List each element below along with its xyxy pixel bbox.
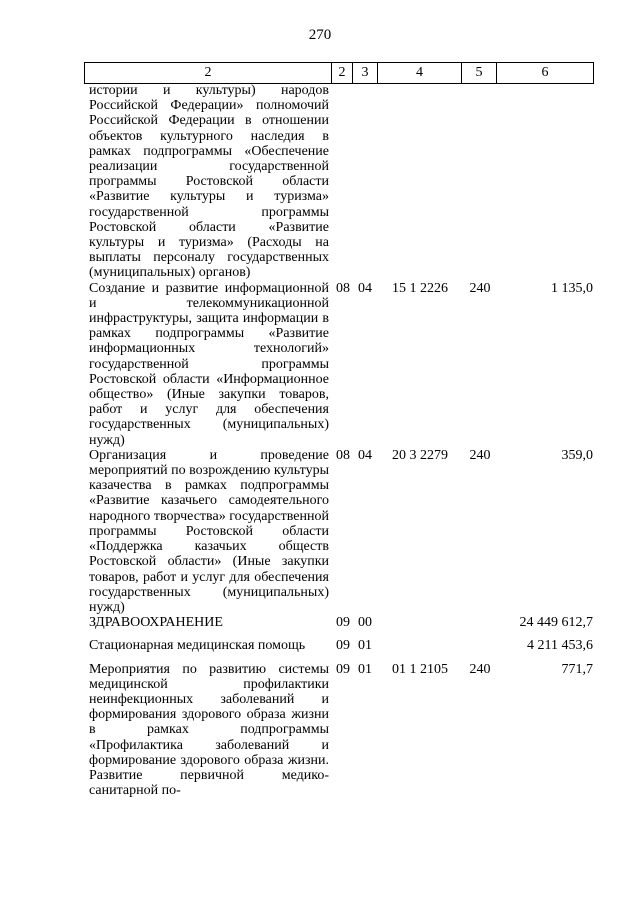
column-header-table xyxy=(84,62,594,84)
row-csr xyxy=(377,638,463,661)
row-vr xyxy=(463,615,497,638)
row-sum: 4 211 453,6 xyxy=(527,638,593,654)
row-sum: 359,0 xyxy=(561,447,593,463)
row-vr xyxy=(463,638,497,661)
column-header-row xyxy=(85,63,594,84)
row-pr: 04 xyxy=(358,280,372,296)
column-header-pr: 3 xyxy=(353,63,378,84)
row-name: Мероприятия по развитию системы медицинской профилактики неинфекционных заболеваний и формирования здорового образа жизни в рамках подпрограммы «Профилактика заболеваний и формирование здорового образа жизни. Развитие первичной медико-санитарной по- xyxy=(89,661,329,799)
page-number: 270 xyxy=(308,27,332,43)
row-pr: 04 xyxy=(358,447,372,463)
row-csr: 20 3 2279 xyxy=(392,447,448,463)
table-row xyxy=(84,615,598,638)
row-sum: 771,7 xyxy=(561,661,593,677)
row-pr: 01 xyxy=(358,638,372,654)
row-vr: 240 xyxy=(469,661,491,677)
row-pr: 01 xyxy=(358,661,372,677)
table-row xyxy=(84,83,598,281)
row-rz: 09 xyxy=(336,638,350,654)
row-csr xyxy=(377,83,463,281)
column-header-rz: 2 xyxy=(332,63,353,84)
row-name: Стационарная медицинская помощь xyxy=(89,638,306,654)
table-row xyxy=(84,662,598,799)
column-header-sum: 6 xyxy=(497,63,594,84)
column-header-csr: 4 xyxy=(378,63,462,84)
table-row xyxy=(84,448,598,615)
row-name: истории и культуры) народов Российской Федерации» полномочий Российской Федерации в отношении объектов культурного наследия в рамках подпрограммы «Обеспечение реализации государственной программы Ростовской области «Развитие культуры и туризма» государственной программы Ростовской области «Развитие культуры и туризма» (Расходы на выплаты персоналу государственных (муниципальных) органов) xyxy=(89,83,329,281)
column-header-name: 2 xyxy=(85,63,332,84)
table-row xyxy=(84,638,598,661)
budget-table xyxy=(84,83,598,798)
row-name: Создание и развитие информационной и телекоммуникационной инфраструктуры, защита информации в рамках подпрограммы «Развитие информационных технологий» государственной программы Ростовской области «Информационное общество» (Иные закупки товаров, работ и услуг для обеспечения государственных (муниципальных) нужд) xyxy=(89,280,329,448)
row-name: ЗДРАВООХРАНЕНИЕ xyxy=(89,615,223,631)
row-vr: 240 xyxy=(469,447,491,463)
row-rz xyxy=(333,83,353,281)
row-pr xyxy=(353,83,377,281)
row-sum: 1 135,0 xyxy=(551,280,593,296)
row-rz: 08 xyxy=(336,447,350,463)
row-name: Организация и проведение мероприятий по возрождению культуры казачества в рамках подпрограммы «Развитие казачьего самодеятельного народного творчества» государственной программы Ростовской области «Поддержка казачьих обществ Ростовской области» (Иные закупки товаров, работ и услуг для обеспечения государственных (муниципальных) нужд) xyxy=(89,447,329,615)
row-rz: 08 xyxy=(336,280,350,296)
row-sum xyxy=(497,83,598,281)
column-header-vr: 5 xyxy=(462,63,497,84)
row-rz: 09 xyxy=(336,661,350,677)
table-row xyxy=(84,281,598,448)
row-csr: 01 1 2105 xyxy=(392,661,448,677)
row-sum: 24 449 612,7 xyxy=(519,615,593,631)
row-csr: 15 1 2226 xyxy=(392,280,448,296)
row-rz: 09 xyxy=(336,615,350,631)
row-vr xyxy=(463,83,497,281)
row-pr: 00 xyxy=(358,615,372,631)
row-csr xyxy=(377,615,463,638)
row-vr: 240 xyxy=(469,280,491,296)
